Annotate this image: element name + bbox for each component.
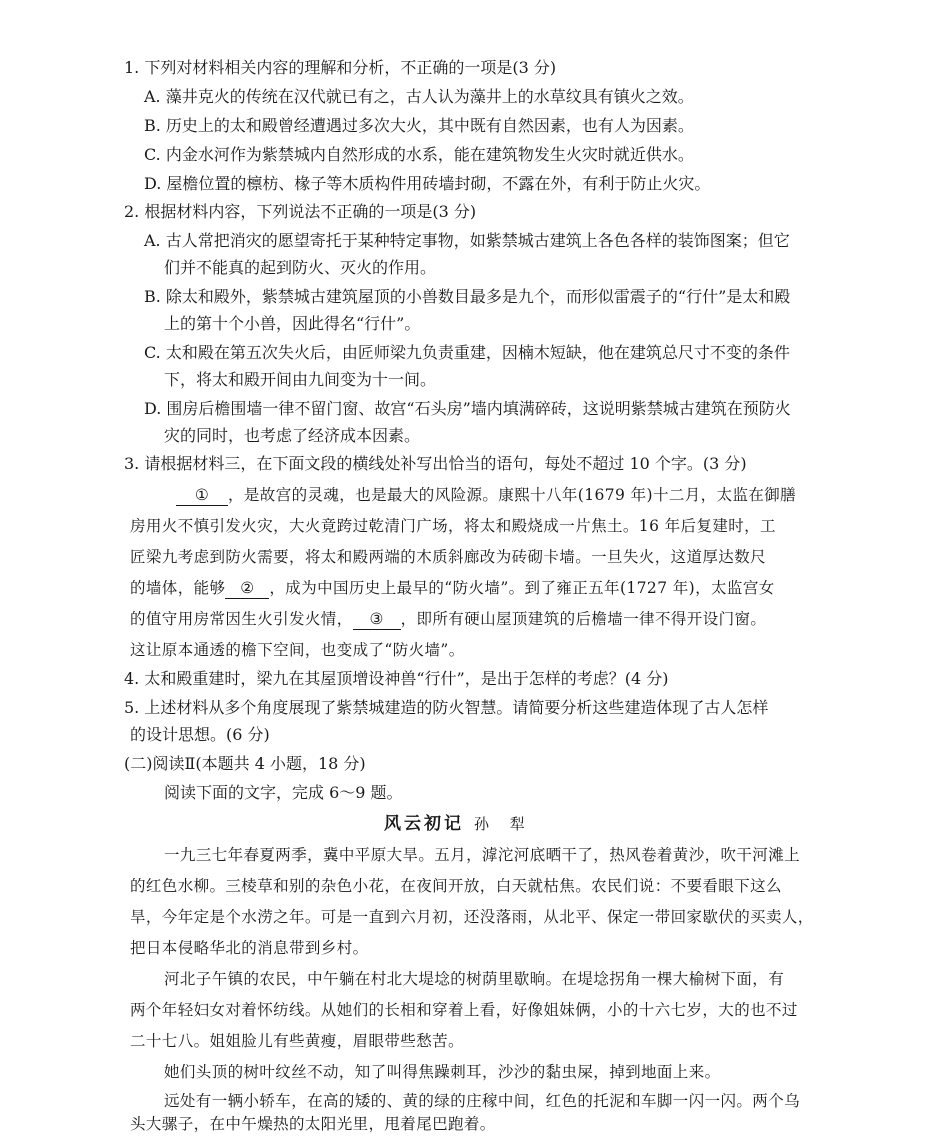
q5-stem-line1: 5. 上述材料从多个角度展现了紫禁城建造的防火智慧。请简要分析这些建造体现了古人怎样 bbox=[124, 698, 769, 717]
article-p4-line2: 头大骡子，在中午燥热的太阳光里，甩着尾巴跑着。 bbox=[130, 1115, 496, 1133]
article-p1-line1: 一九三七年春夏两季，冀中平原大旱。五月，滹沱河底晒干了，热风卷着黄沙，吹干河滩上 bbox=[164, 846, 801, 864]
article-title-row bbox=[384, 812, 533, 836]
article-p1-line4: 把日本侵略华北的消息带到乡村。 bbox=[130, 939, 369, 957]
article-p2-line3: 二十七八。姐姐脸儿有些黄瘦，眉眼带些愁苦。 bbox=[130, 1032, 464, 1050]
article-p2-line1: 河北子午镇的农民，中午躺在村北大堤埝的树荫里歇晌。在堤埝拐角一棵大榆树下面，有 bbox=[164, 970, 785, 988]
section-instruction: 阅读下面的文字，完成 6～9 题。 bbox=[164, 783, 403, 802]
q1-option-c: C. 内金水河作为紫禁城内自然形成的水系，能在建筑物发生火灾时就近供水。 bbox=[144, 145, 694, 164]
article-title: 风云初记 bbox=[384, 814, 464, 834]
q2-option-b-line1: B. 除太和殿外，紫禁城古建筑屋顶的小兽数目最多是九个，而形似雷震子的“行什”是太和殿 bbox=[144, 287, 791, 306]
q5-stem-line2: 的设计思想。(6 分) bbox=[130, 725, 270, 744]
section-heading: (二)阅读Ⅱ(本题共 4 小题，18 分) bbox=[124, 754, 366, 773]
q3-passage-line6: 这让原本通透的檐下空间，也变成了“防火墙”。 bbox=[130, 641, 465, 659]
article-p4-line1: 远处有一辆小轿车，在高的矮的、黄的绿的庄稼中间，红色的托泥和车脚一闪一闪。两个乌 bbox=[164, 1092, 801, 1110]
q2-option-b-line2: 上的第十个小兽，因此得名“行什”。 bbox=[164, 314, 421, 333]
q2-option-c-line2: 下，将太和殿开间由九间变为十一间。 bbox=[164, 370, 437, 389]
q3-stem: 3. 请根据材料三，在下面文段的横线处补写出恰当的语句，每处不超过 10 个字。(3 分) bbox=[124, 454, 747, 473]
q2-option-d-line2: 灾的同时，也考虑了经济成本因素。 bbox=[164, 426, 421, 445]
q3-passage-line5 bbox=[130, 607, 766, 631]
q3-passage-line3: 匠梁九考虑到防火需要，将太和殿两端的木质斜廊改为砖砌卡墙。一旦失火，这道厚达数尺 bbox=[130, 548, 767, 566]
article-p3-line1: 她们头顶的树叶纹丝不动，知了叫得焦躁刺耳，沙沙的黏虫屎，掉到地面上来。 bbox=[164, 1063, 721, 1081]
q3-blank-1[interactable]: ① bbox=[176, 485, 228, 506]
article-p1-line3: 旱，今年定是个水涝之年。可是一直到六月初，还没落雨，从北平、保定一带回家歇伏的买卖人， bbox=[130, 908, 814, 926]
q3-passage-text: ，成为中国历史上最早的“防火墙”。到了雍正五年(1727 年)，太监宫女 bbox=[269, 579, 775, 597]
q1-option-b: B. 历史上的太和殿曾经遭遇过多次大火，其中既有自然因素，也有人为因素。 bbox=[144, 116, 694, 135]
article-author: 孙 犁 bbox=[474, 815, 533, 833]
q1-option-a: A. 藻井克火的传统在汉代就已有之，古人认为藻井上的水草纹具有镇火之效。 bbox=[144, 87, 694, 106]
q1-stem: 1. 下列对材料相关内容的理解和分析，不正确的一项是(3 分) bbox=[124, 58, 557, 77]
q3-passage-line2: 房用火不慎引发火灾，大火竟跨过乾清门广场，将太和殿烧成一片焦土。16 年后复建时，工 bbox=[130, 517, 776, 535]
q3-passage-text: ，即所有硬山屋顶建筑的后檐墙一律不得开设门窗。 bbox=[400, 610, 767, 628]
q3-blank-3[interactable]: ③ bbox=[353, 609, 401, 630]
q3-passage-line1 bbox=[176, 483, 796, 507]
q2-option-d-line1: D. 围房后檐围墙一律不留门窗、故宫“石头房”墙内填满碎砖，这说明紫禁城古建筑在预防火 bbox=[144, 399, 791, 418]
article-p2-line2: 两个年轻妇女对着怀纺线。从她们的长相和穿着上看，好像姐妹俩，小的十六七岁，大的也不过 bbox=[130, 1001, 798, 1019]
q4-stem: 4. 太和殿重建时，梁九在其屋顶增设神兽“行什”，是出于怎样的考虑？(4 分) bbox=[124, 669, 669, 688]
q2-option-a-line2: 们并不能真的起到防火、灭火的作用。 bbox=[164, 258, 437, 277]
article-p1-line2: 的红色水柳。三棱草和别的杂色小花，在夜间开放，白天就枯焦。农民们说：不要看眼下这么 bbox=[130, 877, 782, 895]
q3-passage-text: ，是故宫的灵魂，也是最大的风险源。康熙十八年(1679 年)十二月，太监在御膳 bbox=[228, 486, 797, 504]
q3-passage-text: 的值守用房常因生火引发火情， bbox=[130, 610, 353, 628]
q2-option-a-line1: A. 古人常把消灾的愿望寄托于某种特定事物，如紫禁城古建筑上各色各样的装饰图案；但它 bbox=[144, 231, 790, 250]
q3-passage-text: 的墙体，能够 bbox=[130, 579, 226, 597]
q3-passage-line4 bbox=[130, 576, 775, 600]
q3-blank-2[interactable]: ② bbox=[225, 578, 269, 599]
q2-option-c-line1: C. 太和殿在第五次失火后，由匠师梁九负责重建，因楠木短缺，他在建筑总尺寸不变的条件 bbox=[144, 343, 790, 362]
q1-option-d: D. 屋檐位置的檩枋、椽子等木质构件用砖墙封砌，不露在外，有利于防止火灾。 bbox=[144, 174, 711, 193]
q2-stem: 2. 根据材料内容，下列说法不正确的一项是(3 分) bbox=[124, 202, 477, 221]
